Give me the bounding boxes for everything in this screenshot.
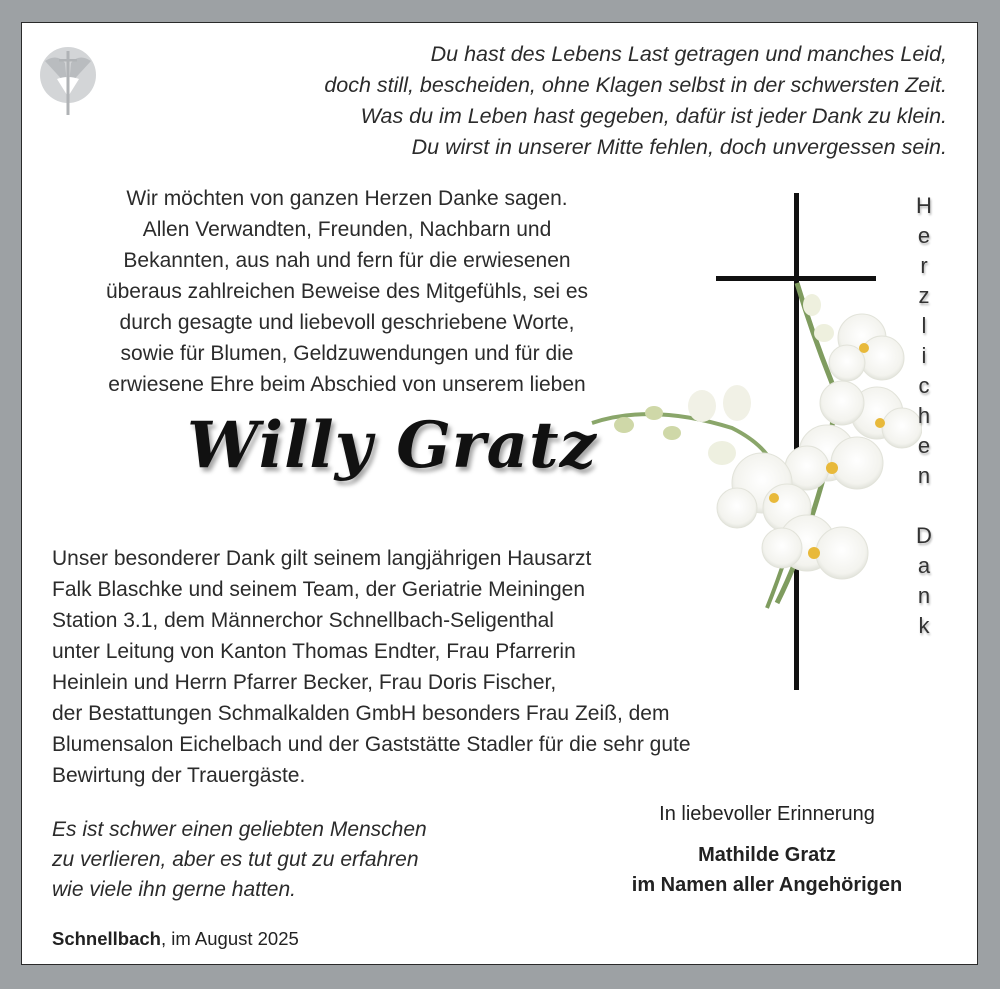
- heading-letter: k: [918, 613, 930, 638]
- deceased-name: Willy Gratz: [187, 408, 597, 483]
- special-thanks-line: Station 3.1, dem Männerchor Schnellbach-Seligenthal: [52, 609, 554, 632]
- thanks-line: erwiesene Ehre beim Abschied von unserem lieben: [108, 373, 586, 396]
- special-thanks-line: Unser besonderer Dank gilt seinem langjährigen Hausarzt: [52, 547, 592, 570]
- heading-letter: [910, 491, 938, 521]
- thanks-line: Allen Verwandten, Freunden, Nachbarn und: [142, 218, 552, 241]
- special-thanks-line: Bewirtung der Trauergäste.: [52, 764, 306, 787]
- thanks-line: überaus zahlreichen Beweise des Mitgefühls, sei es: [105, 280, 589, 303]
- signature-block: [577, 803, 957, 900]
- special-thanks-line: Heinlein und Herrn Pfarrer Becker, Frau Doris Fischer,: [52, 671, 557, 694]
- heading-letter: i: [921, 343, 927, 368]
- thanks-line: durch gesagte und liebevoll geschriebene Worte,: [119, 311, 575, 334]
- poem: [127, 39, 947, 163]
- heading-letter: D: [916, 523, 932, 548]
- heading-letter: l: [921, 313, 927, 338]
- closing-quote: [52, 815, 572, 905]
- heading-letter: e: [917, 433, 931, 458]
- quote-line: Es ist schwer einen geliebten Menschen: [52, 818, 427, 841]
- memorial-logo-icon: [37, 45, 99, 117]
- heading-letter: e: [917, 223, 931, 248]
- poem-line: Du wirst in unserer Mitte fehlen, doch unvergessen sein.: [411, 135, 947, 159]
- heading-letter: n: [917, 463, 931, 488]
- special-thanks-line: der Bestattungen Schmalkalden GmbH besonders Frau Zeiß, dem: [52, 702, 670, 725]
- place-date: [52, 928, 299, 950]
- heading-letter: n: [917, 583, 931, 608]
- poem-line: Du hast des Lebens Last getragen und manches Leid,: [430, 42, 947, 66]
- special-thanks-paragraph: [52, 543, 932, 791]
- signer-name: Mathilde Gratz: [698, 844, 836, 866]
- heading-letter: a: [917, 553, 931, 578]
- quote-line: wie viele ihn gerne hatten.: [52, 878, 296, 901]
- obituary-panel: [21, 22, 978, 965]
- heading-letter: z: [918, 283, 930, 308]
- quote-line: zu verlieren, aber es tut gut zu erfahren: [52, 848, 419, 871]
- memory-label: In liebevoller Erinnerung: [659, 803, 875, 825]
- place-name: Schnellbach: [52, 928, 161, 949]
- heading-letter: c: [918, 373, 930, 398]
- heading-letter: r: [920, 253, 928, 278]
- thanks-line: Wir möchten von ganzen Herzen Danke sagen.: [126, 187, 568, 210]
- poem-line: doch still, bescheiden, ohne Klagen selbst in der schwersten Zeit.: [324, 73, 947, 97]
- special-thanks-line: Falk Blaschke und seinem Team, der Geriatrie Meiningen: [52, 578, 586, 601]
- heading-letter: h: [917, 403, 931, 428]
- heading-letter: H: [916, 193, 932, 218]
- special-thanks-line: unter Leitung von Kanton Thomas Endter, Frau Pfarrerin: [52, 640, 576, 663]
- signer-family: im Namen aller Angehörigen: [631, 874, 903, 896]
- date-text: , im August 2025: [160, 928, 299, 949]
- poem-line: Was du im Leben hast gegeben, dafür ist jeder Dank zu klein.: [360, 104, 947, 128]
- special-thanks-line: Blumensalon Eichelbach und der Gaststätte Stadler für die sehr gute: [52, 733, 691, 756]
- thanks-line: Bekannten, aus nah und fern für die erwiesenen: [123, 249, 571, 272]
- thanks-line: sowie für Blumen, Geldzuwendungen und für die: [120, 342, 574, 365]
